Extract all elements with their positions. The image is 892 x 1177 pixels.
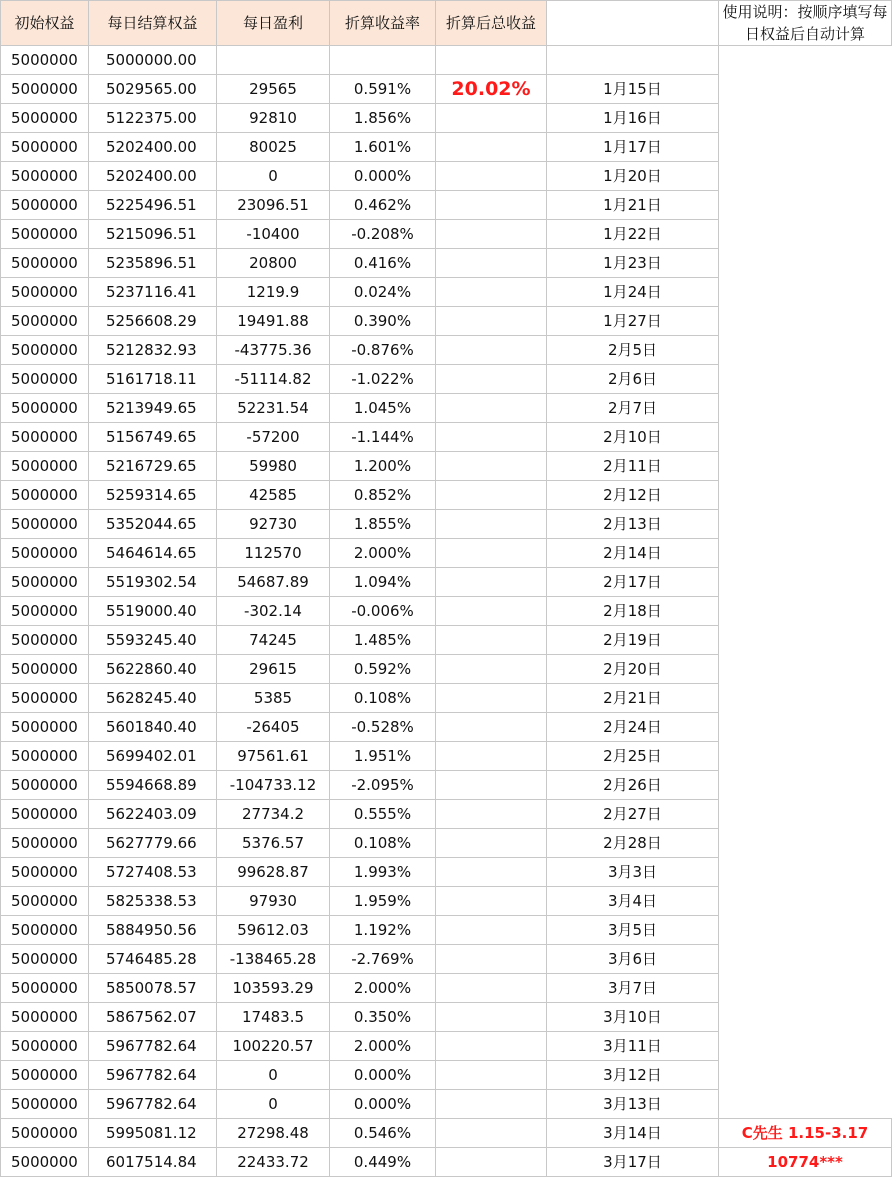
cell-date[interactable]: 3月17日 (547, 1148, 719, 1177)
cell-date[interactable]: 3月13日 (547, 1090, 719, 1119)
cell-settlement-equity[interactable]: 5256608.29 (89, 307, 217, 336)
cell-settlement-equity[interactable]: 5237116.41 (89, 278, 217, 307)
cell-daily-profit[interactable]: 5376.57 (217, 829, 330, 858)
table-row (1, 220, 892, 249)
cell-daily-profit[interactable]: 23096.51 (217, 191, 330, 220)
cell-initial-equity[interactable]: 5000000 (1, 1003, 89, 1032)
cell-total-return[interactable] (436, 249, 547, 278)
cell-settlement-equity[interactable]: 5967782.64 (89, 1090, 217, 1119)
cell-daily-profit[interactable]: 92810 (217, 104, 330, 133)
cell-settlement-equity[interactable]: 5628245.40 (89, 684, 217, 713)
table-row (1, 481, 892, 510)
cell-return-rate[interactable]: 0.462% (330, 191, 436, 220)
cell-total-return[interactable] (436, 945, 547, 974)
cell-daily-profit[interactable]: -138465.28 (217, 945, 330, 974)
cell-initial-equity[interactable]: 5000000 (1, 539, 89, 568)
cell-return-rate[interactable]: 0.852% (330, 481, 436, 510)
cell-settlement-equity[interactable]: 6017514.84 (89, 1148, 217, 1177)
cell-daily-profit[interactable]: -302.14 (217, 597, 330, 626)
cell-total-return[interactable] (436, 539, 547, 568)
cell-total-return[interactable] (436, 858, 547, 887)
cell-daily-profit[interactable]: -51114.82 (217, 365, 330, 394)
cell-settlement-equity[interactable]: 5627779.66 (89, 829, 217, 858)
cell-return-rate[interactable]: 1.855% (330, 510, 436, 539)
cell-initial-equity[interactable]: 5000000 (1, 887, 89, 916)
cell-date[interactable]: 1月24日 (547, 278, 719, 307)
table-row (1, 394, 892, 423)
cell-return-rate[interactable]: -2.769% (330, 945, 436, 974)
cell-initial-equity[interactable]: 5000000 (1, 423, 89, 452)
cell-date[interactable]: 2月11日 (547, 452, 719, 481)
cell-return-rate[interactable]: -0.876% (330, 336, 436, 365)
cell-date[interactable]: 3月14日 (547, 1119, 719, 1148)
cell-initial-equity[interactable]: 5000000 (1, 829, 89, 858)
table-row (1, 829, 892, 858)
header-date-cell[interactable] (547, 1, 719, 46)
table-row (1, 800, 892, 829)
cell-return-rate[interactable]: -0.208% (330, 220, 436, 249)
cell-total-return[interactable] (436, 191, 547, 220)
cell-return-rate[interactable]: 1.485% (330, 626, 436, 655)
cell-return-rate[interactable]: 0.555% (330, 800, 436, 829)
cell-initial-equity[interactable]: 5000000 (1, 800, 89, 829)
cell-initial-equity[interactable]: 5000000 (1, 1148, 89, 1177)
cell-settlement-equity[interactable]: 5995081.12 (89, 1119, 217, 1148)
cell-total-return[interactable] (436, 742, 547, 771)
cell-total-return[interactable] (436, 423, 547, 452)
cell-total-return[interactable] (436, 887, 547, 916)
cell-total-return[interactable] (436, 1148, 547, 1177)
table-row (1, 510, 892, 539)
cell-settlement-equity[interactable]: 5967782.64 (89, 1061, 217, 1090)
cell-initial-equity[interactable]: 5000000 (1, 510, 89, 539)
cell-return-rate[interactable]: 1.045% (330, 394, 436, 423)
account-number-cell[interactable]: 10774*** (719, 1148, 892, 1177)
cell-date[interactable]: 2月25日 (547, 742, 719, 771)
cell-daily-profit[interactable]: 19491.88 (217, 307, 330, 336)
cell-total-return[interactable] (436, 800, 547, 829)
cell-initial-equity[interactable]: 5000000 (1, 46, 89, 75)
cell-return-rate[interactable]: 0.024% (330, 278, 436, 307)
table-row (1, 626, 892, 655)
table-row (1, 655, 892, 684)
cell-return-rate[interactable]: 1.993% (330, 858, 436, 887)
cell-initial-equity[interactable]: 5000000 (1, 655, 89, 684)
table-row (1, 1061, 892, 1090)
cell-date[interactable]: 3月5日 (547, 916, 719, 945)
cell-settlement-equity[interactable]: 5215096.51 (89, 220, 217, 249)
cell-return-rate[interactable]: 0.592% (330, 655, 436, 684)
cell-return-rate[interactable]: 0.350% (330, 1003, 436, 1032)
cell-date[interactable]: 3月6日 (547, 945, 719, 974)
cell-return-rate[interactable]: -0.006% (330, 597, 436, 626)
cell-total-return[interactable] (436, 1119, 547, 1148)
cell-settlement-equity[interactable]: 5727408.53 (89, 858, 217, 887)
cell-settlement-equity[interactable]: 5850078.57 (89, 974, 217, 1003)
cell-daily-profit[interactable]: 54687.89 (217, 568, 330, 597)
table-row (1, 46, 892, 75)
cell-date[interactable]: 2月17日 (547, 568, 719, 597)
table-row (1, 1148, 892, 1177)
cell-initial-equity[interactable]: 5000000 (1, 249, 89, 278)
cell-return-rate[interactable]: 1.959% (330, 887, 436, 916)
cell-daily-profit[interactable]: 20800 (217, 249, 330, 278)
cell-settlement-equity[interactable]: 5594668.89 (89, 771, 217, 800)
cell-daily-profit[interactable]: 103593.29 (217, 974, 330, 1003)
cell-return-rate[interactable]: 0.000% (330, 1090, 436, 1119)
cell-return-rate[interactable] (330, 46, 436, 75)
cell-settlement-equity[interactable]: 5352044.65 (89, 510, 217, 539)
cell-daily-profit[interactable]: -57200 (217, 423, 330, 452)
cell-return-rate[interactable]: 1.094% (330, 568, 436, 597)
cell-daily-profit[interactable]: 22433.72 (217, 1148, 330, 1177)
cell-daily-profit[interactable]: 27298.48 (217, 1119, 330, 1148)
cell-date[interactable]: 3月10日 (547, 1003, 719, 1032)
cell-initial-equity[interactable]: 5000000 (1, 771, 89, 800)
cell-date[interactable]: 2月21日 (547, 684, 719, 713)
table-row (1, 278, 892, 307)
cell-total-return[interactable] (436, 162, 547, 191)
cell-return-rate[interactable]: -2.095% (330, 771, 436, 800)
cell-return-rate[interactable]: 0.108% (330, 684, 436, 713)
cell-return-rate[interactable]: -1.144% (330, 423, 436, 452)
cell-date[interactable]: 2月5日 (547, 336, 719, 365)
cell-initial-equity[interactable]: 5000000 (1, 220, 89, 249)
table-row (1, 104, 892, 133)
cell-settlement-equity[interactable]: 5156749.65 (89, 423, 217, 452)
cell-return-rate[interactable]: 1.856% (330, 104, 436, 133)
cell-total-return[interactable] (436, 1090, 547, 1119)
cell-date[interactable]: 1月15日 (547, 75, 719, 104)
cell-daily-profit[interactable]: 0 (217, 1090, 330, 1119)
table-row (1, 75, 892, 104)
cell-initial-equity[interactable]: 5000000 (1, 684, 89, 713)
cell-return-rate[interactable]: 1.601% (330, 133, 436, 162)
cell-date[interactable]: 2月28日 (547, 829, 719, 858)
cell-date[interactable]: 1月22日 (547, 220, 719, 249)
cell-total-return[interactable] (436, 974, 547, 1003)
cell-initial-equity[interactable]: 5000000 (1, 1090, 89, 1119)
cell-daily-profit[interactable]: 97930 (217, 887, 330, 916)
cell-total-return[interactable] (436, 452, 547, 481)
table-row (1, 191, 892, 220)
cell-initial-equity[interactable]: 5000000 (1, 365, 89, 394)
cell-initial-equity[interactable]: 5000000 (1, 307, 89, 336)
cell-date[interactable]: 1月16日 (547, 104, 719, 133)
table-row (1, 945, 892, 974)
cell-return-rate[interactable]: 0.546% (330, 1119, 436, 1148)
cell-settlement-equity[interactable]: 5519000.40 (89, 597, 217, 626)
cell-total-return[interactable] (436, 655, 547, 684)
cell-total-return[interactable] (436, 1032, 547, 1061)
cell-date[interactable]: 2月27日 (547, 800, 719, 829)
cell-settlement-equity[interactable]: 5464614.65 (89, 539, 217, 568)
cell-total-return[interactable] (436, 713, 547, 742)
cell-settlement-equity[interactable]: 5000000.00 (89, 46, 217, 75)
cell-initial-equity[interactable]: 5000000 (1, 858, 89, 887)
client-name-cell[interactable]: C先生 1.15-3.17 (719, 1119, 892, 1148)
cell-daily-profit[interactable]: 100220.57 (217, 1032, 330, 1061)
cell-initial-equity[interactable]: 5000000 (1, 278, 89, 307)
cell-return-rate[interactable]: 0.449% (330, 1148, 436, 1177)
cell-daily-profit[interactable]: 59980 (217, 452, 330, 481)
table-row (1, 1032, 892, 1061)
cell-daily-profit[interactable]: 29615 (217, 655, 330, 684)
table-row (1, 916, 892, 945)
cell-initial-equity[interactable]: 5000000 (1, 945, 89, 974)
cell-return-rate[interactable]: 2.000% (330, 1032, 436, 1061)
cell-date[interactable]: 3月11日 (547, 1032, 719, 1061)
cell-total-return[interactable] (436, 771, 547, 800)
cell-settlement-equity[interactable]: 5884950.56 (89, 916, 217, 945)
cell-total-return[interactable] (436, 1003, 547, 1032)
header-daily-profit[interactable]: 每日盈利 (217, 1, 330, 46)
cell-settlement-equity[interactable]: 5967782.64 (89, 1032, 217, 1061)
cell-initial-equity[interactable]: 5000000 (1, 1061, 89, 1090)
cell-initial-equity[interactable]: 5000000 (1, 336, 89, 365)
cell-return-rate[interactable]: 2.000% (330, 539, 436, 568)
table-row (1, 307, 892, 336)
cell-daily-profit[interactable]: 99628.87 (217, 858, 330, 887)
cell-total-return[interactable] (436, 829, 547, 858)
table-row (1, 887, 892, 916)
cell-total-return[interactable] (436, 568, 547, 597)
cell-date[interactable]: 2月24日 (547, 713, 719, 742)
cell-date[interactable]: 1月17日 (547, 133, 719, 162)
table-row (1, 336, 892, 365)
cell-total-return[interactable] (436, 46, 547, 75)
cell-date[interactable] (547, 46, 719, 75)
cell-initial-equity[interactable]: 5000000 (1, 568, 89, 597)
cell-daily-profit[interactable]: 97561.61 (217, 742, 330, 771)
table-row (1, 249, 892, 278)
header-total-return[interactable]: 折算后总收益 (436, 1, 547, 46)
cell-settlement-equity[interactable]: 5622403.09 (89, 800, 217, 829)
cell-settlement-equity[interactable]: 5601840.40 (89, 713, 217, 742)
table-row (1, 133, 892, 162)
cell-initial-equity[interactable]: 5000000 (1, 133, 89, 162)
cell-settlement-equity[interactable]: 5622860.40 (89, 655, 217, 684)
cell-return-rate[interactable]: 1.951% (330, 742, 436, 771)
cell-initial-equity[interactable]: 5000000 (1, 713, 89, 742)
cell-initial-equity[interactable]: 5000000 (1, 626, 89, 655)
cell-settlement-equity[interactable]: 5161718.11 (89, 365, 217, 394)
cell-date[interactable]: 2月19日 (547, 626, 719, 655)
cell-daily-profit[interactable]: 27734.2 (217, 800, 330, 829)
cell-settlement-equity[interactable]: 5259314.65 (89, 481, 217, 510)
table-row (1, 1119, 892, 1148)
cell-date[interactable]: 1月27日 (547, 307, 719, 336)
cell-daily-profit[interactable]: 42585 (217, 481, 330, 510)
cell-date[interactable]: 2月26日 (547, 771, 719, 800)
cell-total-return[interactable]: 20.02% (436, 75, 547, 104)
cell-total-return[interactable] (436, 626, 547, 655)
cell-settlement-equity[interactable]: 5122375.00 (89, 104, 217, 133)
header-row (1, 1, 892, 46)
cell-initial-equity[interactable]: 5000000 (1, 75, 89, 104)
table-row (1, 162, 892, 191)
cell-daily-profit[interactable]: 0 (217, 1061, 330, 1090)
cell-settlement-equity[interactable]: 5235896.51 (89, 249, 217, 278)
cell-total-return[interactable] (436, 916, 547, 945)
cell-daily-profit[interactable]: 17483.5 (217, 1003, 330, 1032)
cell-date[interactable]: 2月18日 (547, 597, 719, 626)
cell-settlement-equity[interactable]: 5593245.40 (89, 626, 217, 655)
cell-initial-equity[interactable]: 5000000 (1, 191, 89, 220)
notes-column[interactable] (719, 1, 892, 46)
cell-date[interactable]: 1月21日 (547, 191, 719, 220)
cell-daily-profit[interactable]: -43775.36 (217, 336, 330, 365)
cell-total-return[interactable] (436, 597, 547, 626)
cell-initial-equity[interactable]: 5000000 (1, 597, 89, 626)
cell-daily-profit[interactable]: -26405 (217, 713, 330, 742)
table-row (1, 684, 892, 713)
cell-total-return[interactable] (436, 365, 547, 394)
cell-initial-equity[interactable]: 5000000 (1, 481, 89, 510)
cell-date[interactable]: 3月7日 (547, 974, 719, 1003)
cell-initial-equity[interactable]: 5000000 (1, 104, 89, 133)
cell-total-return[interactable] (436, 394, 547, 423)
table-row (1, 452, 892, 481)
table-row (1, 858, 892, 887)
cell-initial-equity[interactable]: 5000000 (1, 1032, 89, 1061)
table-row (1, 771, 892, 800)
cell-settlement-equity[interactable]: 5746485.28 (89, 945, 217, 974)
cell-settlement-equity[interactable]: 5213949.65 (89, 394, 217, 423)
header-return-rate[interactable]: 折算收益率 (330, 1, 436, 46)
cell-settlement-equity[interactable]: 5225496.51 (89, 191, 217, 220)
cell-daily-profit[interactable] (217, 46, 330, 75)
instructions-text: 使用说明：按顺序填写每日权益后自动计算 (722, 3, 888, 43)
cell-date[interactable]: 3月4日 (547, 887, 719, 916)
cell-settlement-equity[interactable]: 5029565.00 (89, 75, 217, 104)
cell-total-return[interactable] (436, 133, 547, 162)
cell-return-rate[interactable]: -1.022% (330, 365, 436, 394)
cell-initial-equity[interactable]: 5000000 (1, 916, 89, 945)
cell-date[interactable]: 2月12日 (547, 481, 719, 510)
table-row (1, 974, 892, 1003)
table-row (1, 597, 892, 626)
cell-initial-equity[interactable]: 5000000 (1, 742, 89, 771)
cell-return-rate[interactable]: 0.416% (330, 249, 436, 278)
cell-daily-profit[interactable]: -10400 (217, 220, 330, 249)
cell-date[interactable]: 3月3日 (547, 858, 719, 887)
cell-date[interactable]: 2月7日 (547, 394, 719, 423)
cell-daily-profit[interactable]: 59612.03 (217, 916, 330, 945)
cell-date[interactable]: 1月23日 (547, 249, 719, 278)
cell-daily-profit[interactable]: 5385 (217, 684, 330, 713)
cell-total-return[interactable] (436, 278, 547, 307)
cell-initial-equity[interactable]: 5000000 (1, 452, 89, 481)
cell-settlement-equity[interactable]: 5825338.53 (89, 887, 217, 916)
cell-settlement-equity[interactable]: 5212832.93 (89, 336, 217, 365)
cell-initial-equity[interactable]: 5000000 (1, 162, 89, 191)
cell-initial-equity[interactable]: 5000000 (1, 1119, 89, 1148)
cell-total-return[interactable] (436, 684, 547, 713)
table-row (1, 713, 892, 742)
cell-return-rate[interactable]: 0.000% (330, 162, 436, 191)
cell-return-rate[interactable]: -0.528% (330, 713, 436, 742)
cell-total-return[interactable] (436, 220, 547, 249)
table-row (1, 1090, 892, 1119)
table-row (1, 423, 892, 452)
cell-total-return[interactable] (436, 481, 547, 510)
cell-daily-profit[interactable]: 92730 (217, 510, 330, 539)
cell-return-rate[interactable]: 0.591% (330, 75, 436, 104)
header-daily-settlement-equity[interactable]: 每日结算权益 (89, 1, 217, 46)
cell-date[interactable]: 1月20日 (547, 162, 719, 191)
cell-settlement-equity[interactable]: 5867562.07 (89, 1003, 217, 1032)
cell-date[interactable]: 2月13日 (547, 510, 719, 539)
table-row (1, 365, 892, 394)
cell-date[interactable]: 3月12日 (547, 1061, 719, 1090)
cell-return-rate[interactable]: 1.200% (330, 452, 436, 481)
cell-daily-profit[interactable]: 29565 (217, 75, 330, 104)
cell-date[interactable]: 2月14日 (547, 539, 719, 568)
cell-date[interactable]: 2月6日 (547, 365, 719, 394)
cell-daily-profit[interactable]: 52231.54 (217, 394, 330, 423)
cell-date[interactable]: 2月20日 (547, 655, 719, 684)
cell-return-rate[interactable]: 1.192% (330, 916, 436, 945)
table-row (1, 1003, 892, 1032)
cell-settlement-equity[interactable]: 5216729.65 (89, 452, 217, 481)
cell-settlement-equity[interactable]: 5519302.54 (89, 568, 217, 597)
cell-daily-profit[interactable]: 80025 (217, 133, 330, 162)
table-row (1, 568, 892, 597)
cell-total-return[interactable] (436, 336, 547, 365)
cell-settlement-equity[interactable]: 5202400.00 (89, 133, 217, 162)
table-row (1, 742, 892, 771)
cell-date[interactable]: 2月10日 (547, 423, 719, 452)
cell-settlement-equity[interactable]: 5699402.01 (89, 742, 217, 771)
cell-settlement-equity[interactable]: 5202400.00 (89, 162, 217, 191)
table-row (1, 539, 892, 568)
cell-return-rate[interactable]: 0.108% (330, 829, 436, 858)
cell-daily-profit[interactable]: -104733.12 (217, 771, 330, 800)
cell-total-return[interactable] (436, 1061, 547, 1090)
cell-daily-profit[interactable]: 74245 (217, 626, 330, 655)
cell-total-return[interactable] (436, 307, 547, 336)
cell-daily-profit[interactable]: 0 (217, 162, 330, 191)
cell-return-rate[interactable]: 0.390% (330, 307, 436, 336)
cell-total-return[interactable] (436, 104, 547, 133)
cell-total-return[interactable] (436, 510, 547, 539)
header-initial-equity[interactable]: 初始权益 (1, 1, 89, 46)
cell-return-rate[interactable]: 0.000% (330, 1061, 436, 1090)
cell-daily-profit[interactable]: 112570 (217, 539, 330, 568)
cell-initial-equity[interactable]: 5000000 (1, 394, 89, 423)
cell-daily-profit[interactable]: 1219.9 (217, 278, 330, 307)
cell-initial-equity[interactable]: 5000000 (1, 974, 89, 1003)
cell-return-rate[interactable]: 2.000% (330, 974, 436, 1003)
